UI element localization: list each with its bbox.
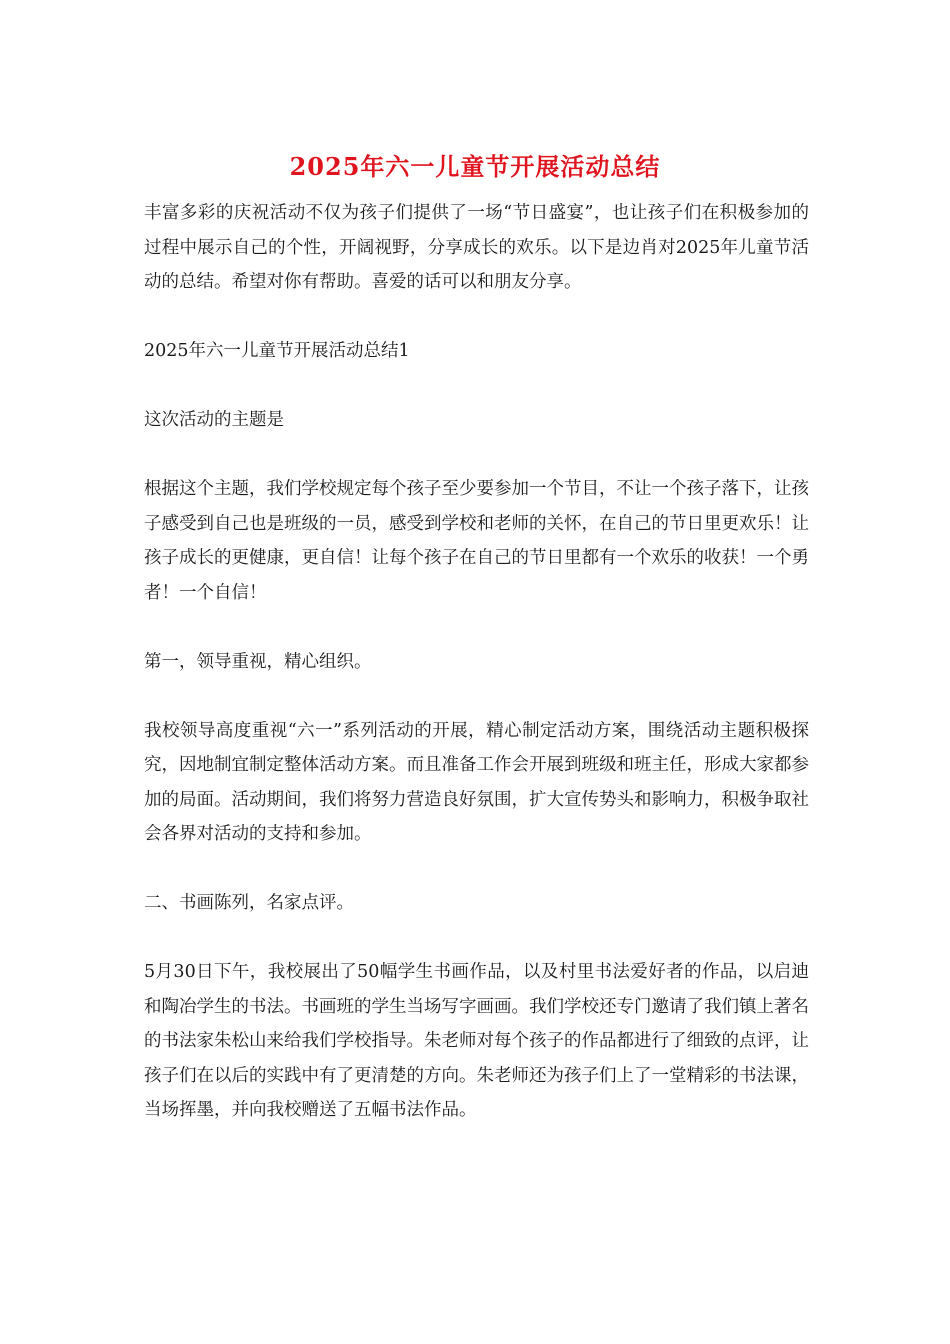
theme-paragraph: 这次活动的主题是 [144, 410, 284, 430]
document-body [144, 196, 809, 1128]
body-paragraph: 根据这个主题，我们学校规定每个孩子至少要参加一个节目，不让一个孩子落下，让孩子感受到自己也是班级的一员，感受到学校和老师的关怀，在自己的节日里更欢乐！让孩子成长的更健康，更自信！让每个孩子在自己的节日里都有一个欢乐的收获！一个勇者！一个自信！ [144, 479, 809, 603]
body-paragraph: 我校领导高度重视“六一”系列活动的开展，精心制定活动方案，围绕活动主题积极探究，因地制宜制定整体活动方案。而且准备工作会开展到班级和班主任，形成大家都参加的局面。活动期间，我们将努力营造良好氛围，扩大宣传势头和影响力，积极争取社会各界对活动的支持和参加。 [144, 720, 809, 844]
point-heading-1: 第一，领导重视，精心组织。 [144, 651, 372, 672]
document-title: 2025年六一儿童节开展活动总结 [289, 152, 661, 181]
body-paragraph: 5月30日下午，我校展出了50幅学生书画作品，以及村里书法爱好者的作品，以启迪和陶冶学生的书法。书画班的学生当场写字画画。我们学校还专门邀请了我们镇上著名的书法家朱松山来给我们学校指导。朱老师对每个孩子的作品都进行了细致的点评，让孩子们在以后的实践中有了更清楚的方向。朱老师还为孩子们上了一堂精彩的书法课，当场挥墨，并向我校赠送了五幅书法作品。 [144, 962, 809, 1120]
intro-paragraph: 丰富多彩的庆祝活动不仅为孩子们提供了一场“节日盛宴”，也让孩子们在积极参加的过程中展示自己的个性，开阔视野，分享成长的欢乐。以下是边肖对2025年儿童节活动的总结。希望对你有帮助。喜爱的话可以和朋友分享。 [144, 203, 809, 292]
point-heading-2: 二、书画陈列，名家点评。 [144, 893, 354, 913]
section-heading: 2025年六一儿童节开展活动总结1 [144, 341, 410, 361]
